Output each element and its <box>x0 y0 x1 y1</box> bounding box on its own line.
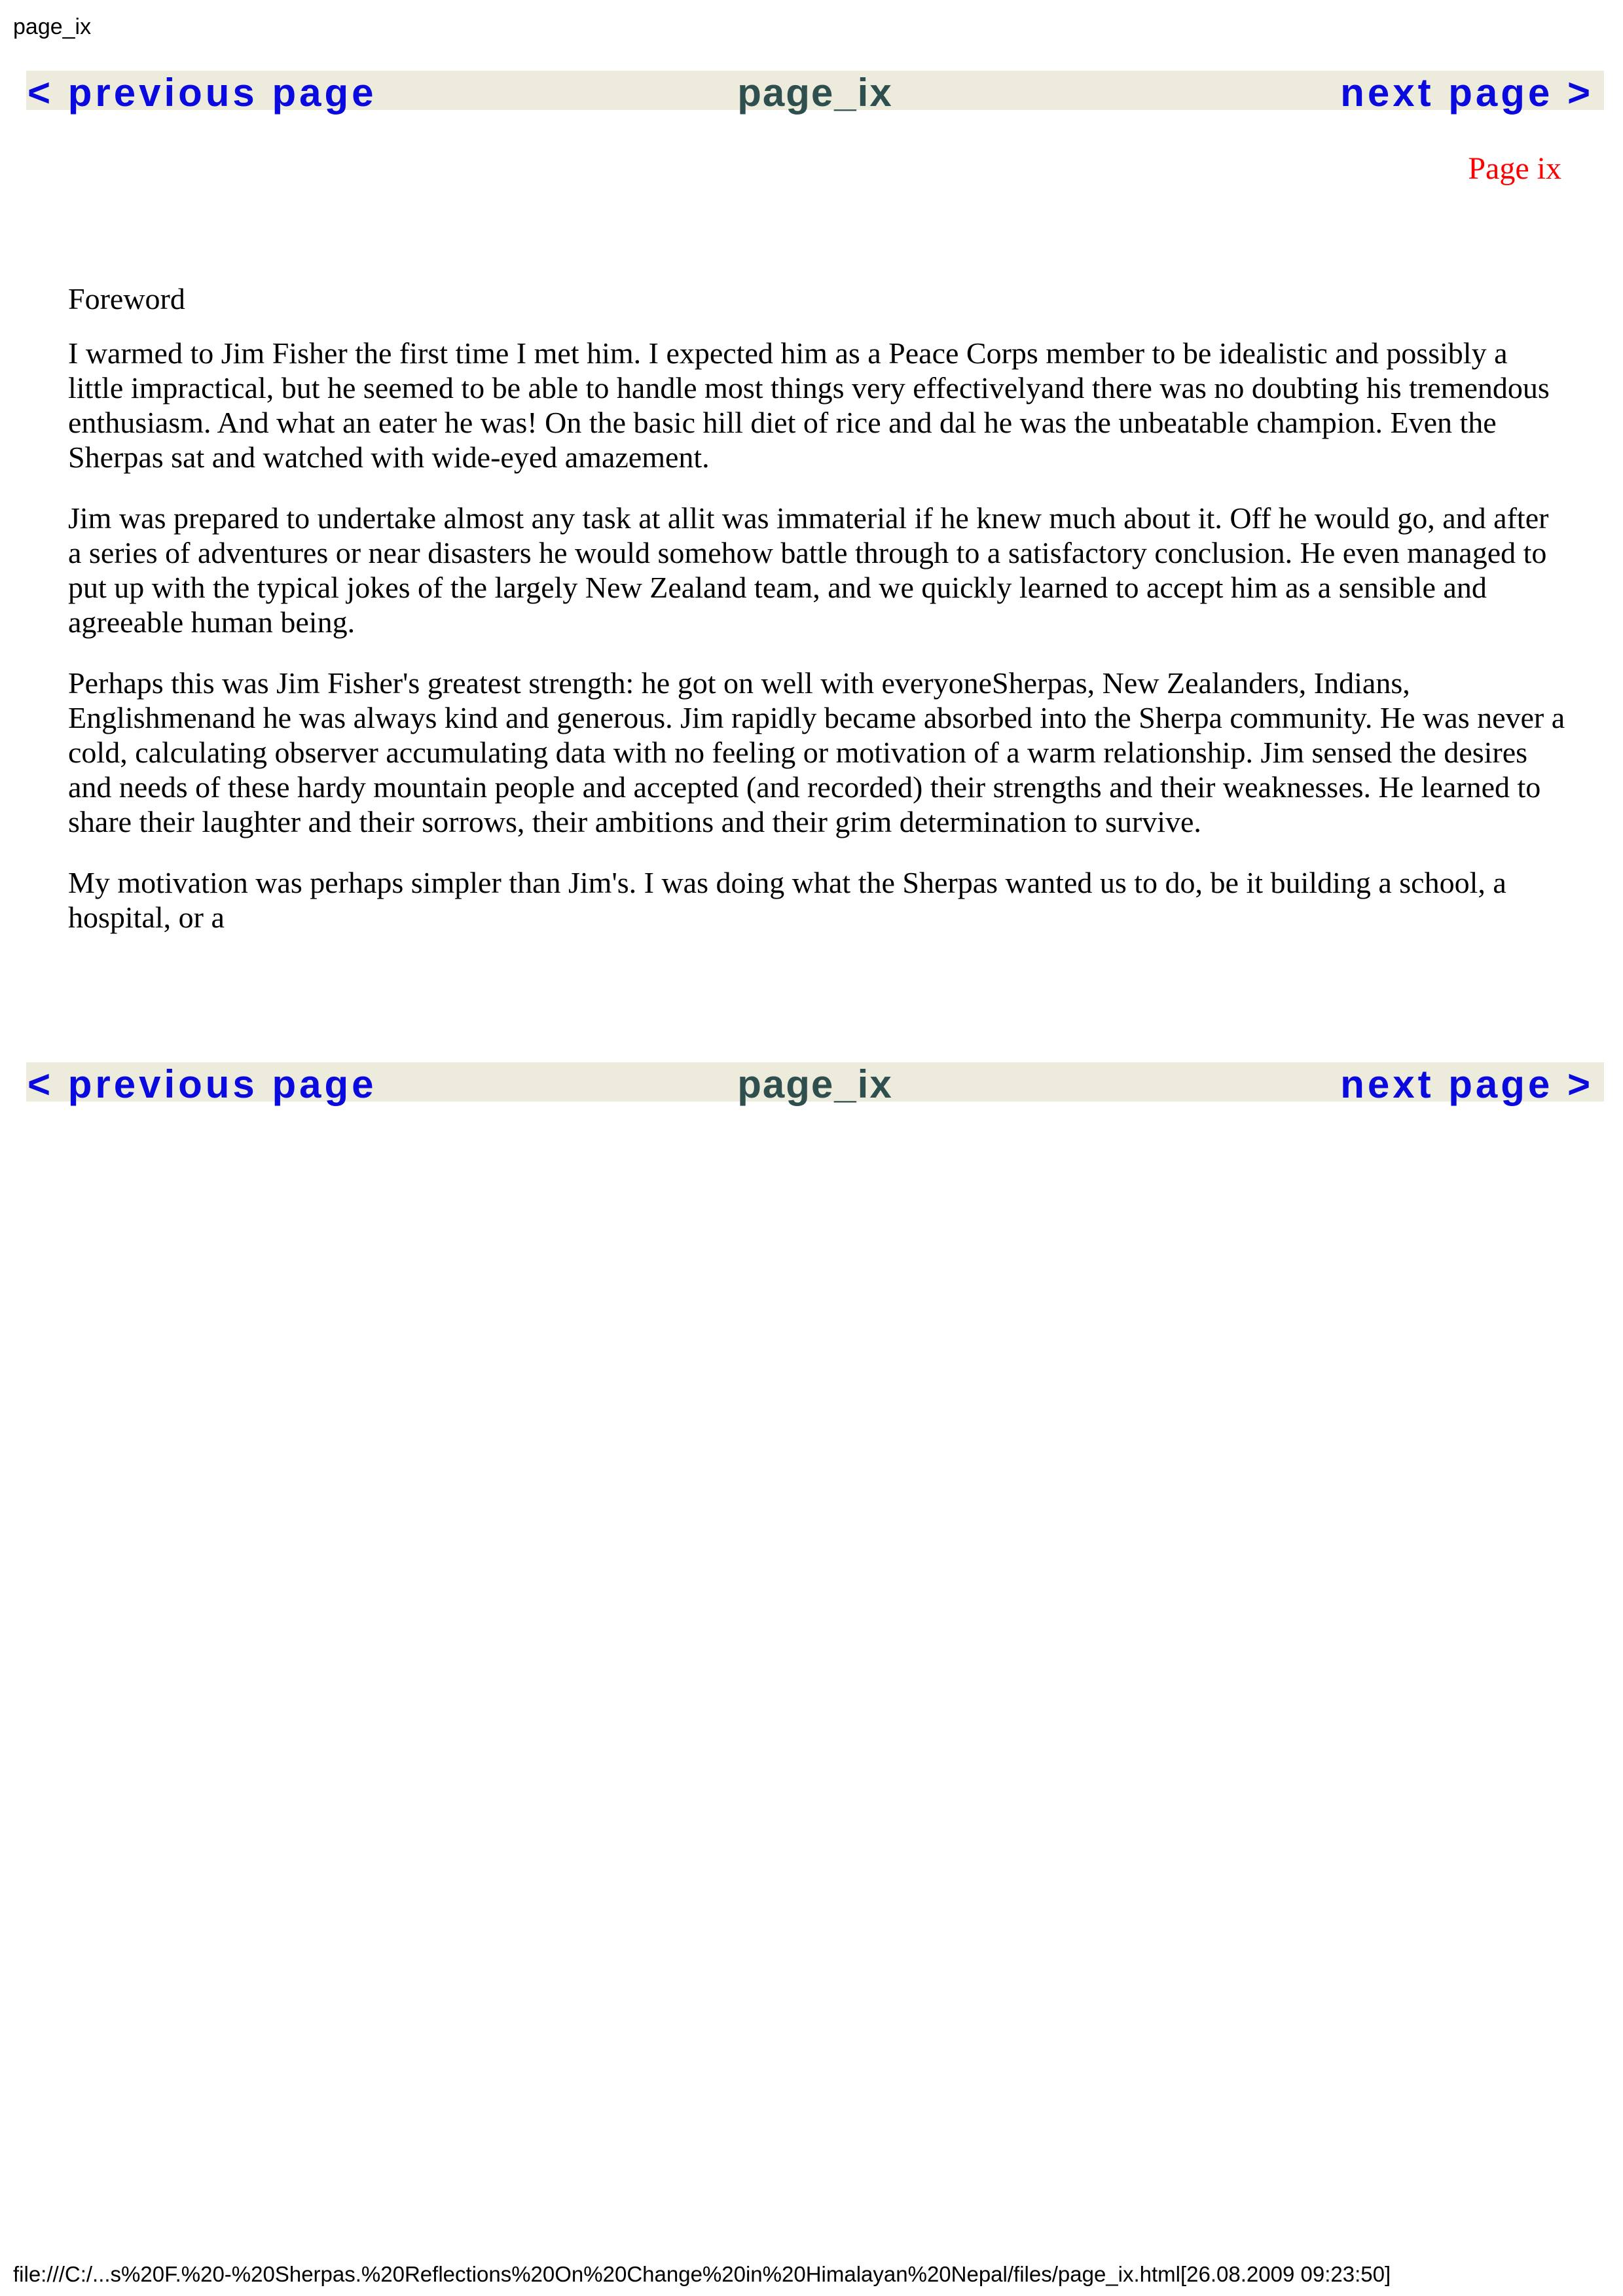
next-page-link[interactable]: next page > <box>1340 1062 1594 1106</box>
page-number-marker: Page ix <box>1468 151 1561 186</box>
nav-page-label: page_ix <box>737 1062 893 1106</box>
nav-page-label: page_ix <box>737 71 893 115</box>
paragraph: My motivation was perhaps simpler than Jim's. I was doing what the Sherpas wanted us to do, be it building a school, a hospital, or a <box>68 866 1506 934</box>
next-page-link[interactable]: next page > <box>1340 71 1594 115</box>
previous-page-link[interactable]: < previous page <box>27 1062 377 1106</box>
file-path-footer: file:///C:/...s%20F.%20-%20Sherpas.%20Reflections%20On%20Change%20in%20Himalayan%20Nepal/files/page_ix.html[26.08.2009 09:23:50] <box>13 2262 1391 2286</box>
paragraph: Perhaps this was Jim Fisher's greatest strength: he got on well with everyoneSherpas, New Zealanders, Indians, Englishmenand he was always kind and generous. Jim rapidly became absorbed into the Sherpa community. He was never a cold, calculating observer accumulating data with no feeling or motivation of a warm relationship. Jim sensed the desires and needs of these hardy mountain people and accepted (and recorded) their strengths and their weaknesses. He learned to share their laughter and their sorrows, their ambitions and their grim determination to survive. <box>68 666 1565 838</box>
browser-page-title: page_ix <box>13 14 92 39</box>
paragraph: I warmed to Jim Fisher the first time I met him. I expected him as a Peace Corps member to be idealistic and possibly a little impractical, but he seemed to be able to handle most things very effectivelyand there was no doubting his tremendous enthusiasm. And what an eater he was! On the basic hill diet of rice and dal he was the unbeatable champion. Even the Sherpas sat and watched with wide-eyed amazement. <box>68 336 1550 474</box>
previous-page-link[interactable]: < previous page <box>27 71 377 115</box>
document-body <box>68 281 1567 961</box>
section-heading: Foreword <box>68 282 185 315</box>
bottom-navigation-bar <box>26 1062 1604 1106</box>
paragraph: Jim was prepared to undertake almost any task at allit was immaterial if he knew much about it. Off he would go, and after a series of adventures or near disasters he would somehow battle through to a satisfactory conclusion. He even managed to put up with the typical jokes of the largely New Zealand team, and we quickly learned to accept him as a sensible and agreeable human being. <box>68 501 1549 639</box>
top-navigation-bar <box>26 71 1604 115</box>
